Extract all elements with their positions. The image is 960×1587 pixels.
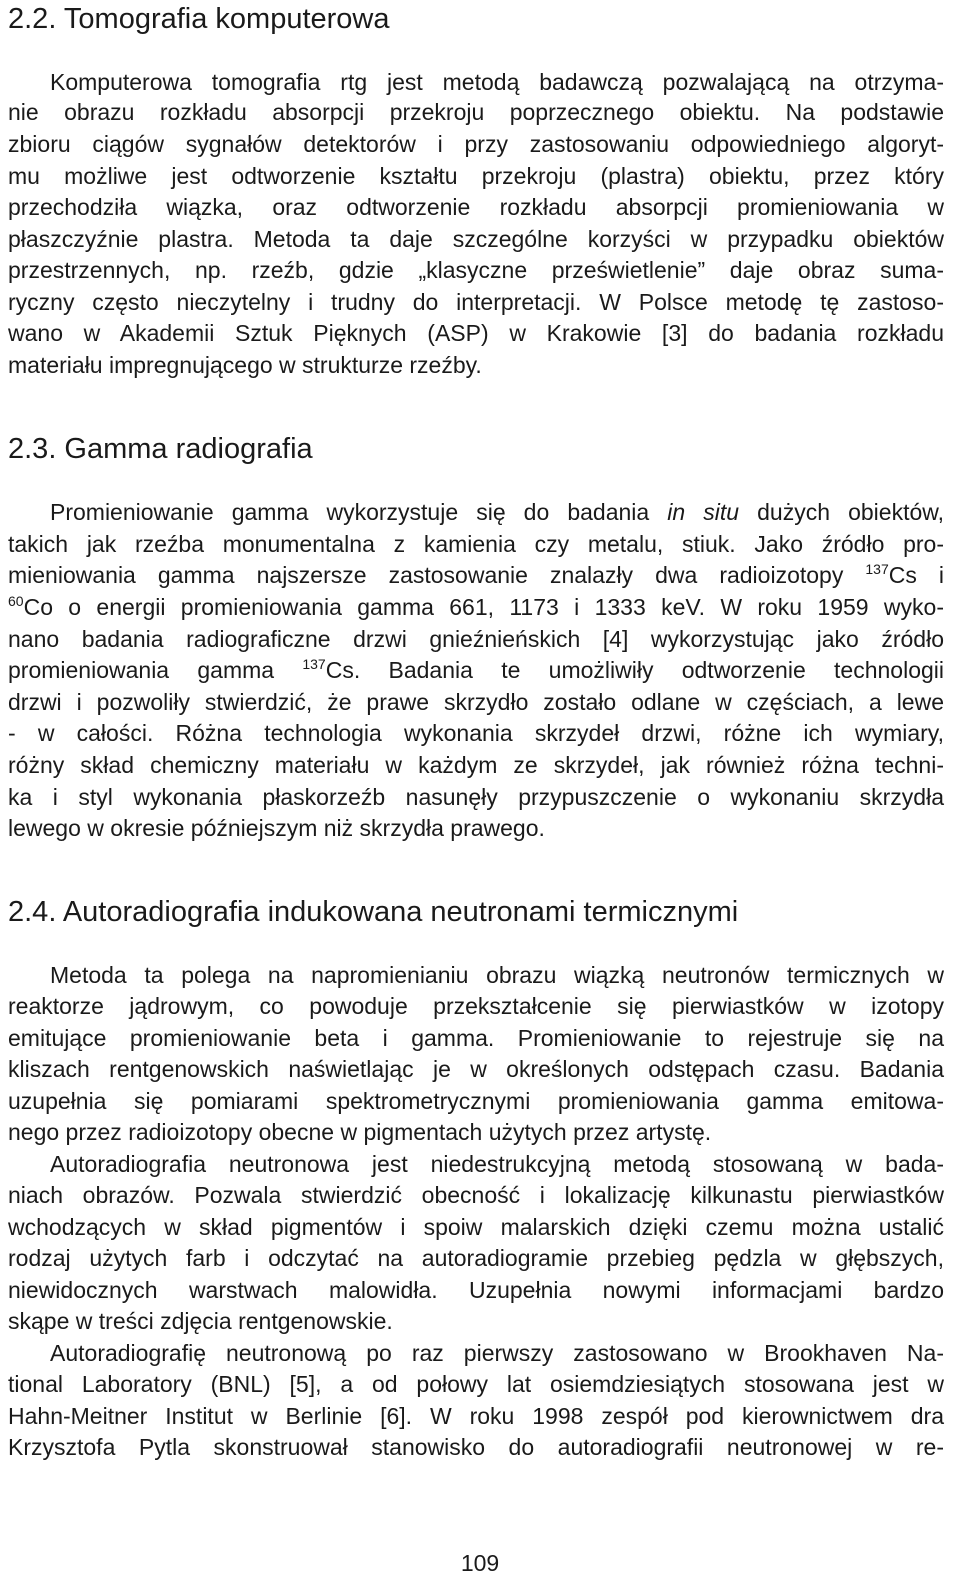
text-line: materiału impregnującego w strukturze rzeźby.: [8, 352, 482, 378]
text-run: mieniowania gamma najszersze zastosowanie znalazły dwa radioizotopy: [8, 562, 866, 588]
isotope-mass-number: 137: [865, 561, 889, 577]
text-line: Hahn-Meitner Institut w Berlinie [6]. W roku 1998 zespół pod kierownictwem dra: [8, 1403, 944, 1429]
text-line: niewidocznych warstwach malowidła. Uzupełnia nowymi informacjami bardzo: [8, 1277, 944, 1303]
text-line: Autoradiografia neutronowa jest niedestrukcyjną metodą stosowaną w bada-: [50, 1151, 944, 1177]
text-run: promieniowania gamma: [8, 657, 303, 683]
text-line: - w całości. Różna technologia wykonania skrzydeł drzwi, różne ich wymiary,: [8, 720, 944, 746]
text-line: przechodziła wiązka, oraz odtworzenie rozkładu absorpcji promieniowania w: [8, 194, 944, 220]
text-line: Autoradiografię neutronową po raz pierwszy zastosowano w Brookhaven Na-: [50, 1340, 944, 1366]
text-line: Krzysztofa Pytla skonstruował stanowisko do autoradiografii neutronowej w re-: [8, 1434, 944, 1460]
section-heading-2-4: 2.4. Autoradiografia indukowana neutronami termicznymi: [8, 896, 739, 928]
text-line: mu możliwe jest odtworzenie kształtu przekroju (plastra) obiektu, przez który: [8, 163, 944, 189]
text-line: ka i styl wykonania płaskorzeźb nasunęły przypuszczenie o wykonaniu skrzydła: [8, 784, 944, 810]
italic-term: in situ: [667, 499, 740, 525]
text-run: Cs. Badania te umożliwiły odtworzenie technologii: [325, 657, 944, 683]
text-run: Promieniowanie gamma wykorzystuje się do badania: [50, 499, 668, 525]
text-line: rodzaj użytych farb i odczytać na autoradiogramie przebieg pędzla w głębszych,: [8, 1245, 944, 1271]
text-line: [50, 499, 944, 526]
text-line: [8, 657, 944, 684]
text-line: reaktorze jądrowym, co powoduje przekształcenie się pierwiastków w izotopy: [8, 993, 944, 1019]
text-line: kliszach rentgenowskich naświetlając je w określonych odstępach czasu. Badania: [8, 1056, 944, 1082]
text-line: tional Laboratory (BNL) [5], a od połowy lat osiemdziesiątych stosowana jest w: [8, 1371, 944, 1397]
text-line: [8, 594, 944, 621]
text-line: niach obrazów. Pozwala stwierdzić obecność i lokalizację kilkunastu pierwiastków: [8, 1182, 944, 1208]
text-run: Co o energii promieniowania gamma 661, 1173 i 1333 keV. W roku 1959 wyko-: [23, 594, 944, 620]
text-line: nie obrazu rozkładu absorpcji przekroju poprzecznego obiektu. Na podstawie: [8, 99, 944, 125]
text-line: zbioru ciągów sygnałów detektorów i przy zastosowaniu odpowiedniego algoryt-: [8, 131, 944, 157]
text-line: nano badania radiograficzne drzwi gnieźnieńskich [4] wykorzystując jako źródło: [8, 626, 944, 652]
text-run: dużych obiektów,: [739, 499, 944, 525]
text-line: nego przez radioizotopy obecne w pigmentach użytych przez artystę.: [8, 1119, 712, 1145]
text-line: ryczny często nieczytelny i trudny do interpretacji. W Polsce metodę tę zastoso-: [8, 289, 944, 315]
text-line: skąpe w treści zdjęcia rentgenowskie.: [8, 1308, 393, 1334]
text-line: Komputerowa tomografia rtg jest metodą badawczą pozwalającą na otrzyma-: [50, 69, 944, 95]
page-number: 109: [460, 1550, 500, 1576]
text-line: drzwi i pozwoliły stwierdzić, że prawe skrzydło zostało odlane w częściach, a lewe: [8, 689, 944, 715]
text-line: wchodzących w skład pigmentów i spoiw malarskich dzięki czemu można ustalić: [8, 1214, 944, 1240]
text-line: takich jak rzeźba monumentalna z kamienia czy metalu, stiuk. Jako źródło pro-: [8, 531, 944, 557]
text-run: Cs i: [888, 562, 944, 588]
text-line: Metoda ta polega na napromienianiu obrazu wiązką neutronów termicznych w: [50, 962, 944, 988]
text-line: wano w Akademii Sztuk Pięknych (ASP) w Krakowie [3] do badania rozkładu: [8, 320, 944, 346]
text-line: lewego w okresie późniejszym niż skrzydła prawego.: [8, 815, 545, 841]
isotope-mass-number: 137: [302, 656, 326, 672]
text-line: przestrzennych, np. rzeźb, gdzie „klasyczne prześwietlenie” daje obraz suma-: [8, 257, 944, 283]
text-line: uzupełnia się pomiarami spektrometrycznymi promieniowania gamma emitowa-: [8, 1088, 944, 1114]
text-line: [8, 562, 944, 589]
section-heading-2-3: 2.3. Gamma radiografia: [8, 433, 313, 465]
text-line: emitujące promieniowanie beta i gamma. Promieniowanie to rejestruje się na: [8, 1025, 944, 1051]
isotope-mass-number: 60: [8, 593, 24, 609]
section-heading-2-2: 2.2. Tomografia komputerowa: [8, 3, 390, 35]
text-line: różny skład chemiczny materiału w każdym ze skrzydeł, jak również różna techni-: [8, 752, 944, 778]
text-line: płaszczyźnie plastra. Metoda ta daje szczególne korzyści w przypadku obiektów: [8, 226, 944, 252]
